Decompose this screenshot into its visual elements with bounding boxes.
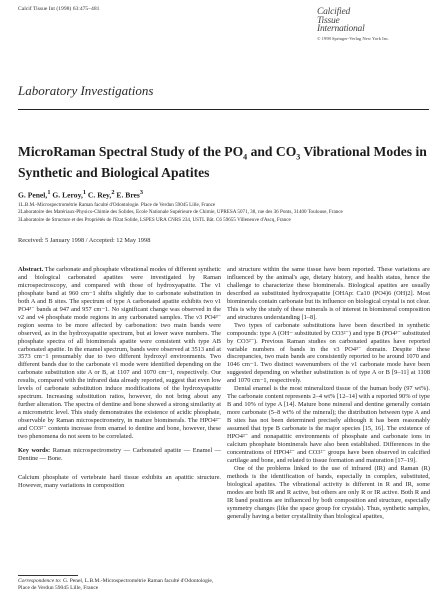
copyright-notice: © 1998 Springer-Verlag New York Inc. — [317, 35, 390, 41]
affiliation-1: 1L.B.M.-Microspectrométrie Raman faculté d'Odontologie. Place de Verdun 59045 Lille, France — [18, 202, 216, 208]
journal-citation: Calcif Tissue Int (1998) 63:475–481 — [18, 6, 100, 12]
keywords — [18, 447, 221, 463]
affiliation-3: 3Laboratoire de Structure et des Propriétés de l'Etat Solide, LSPES URA CNRS 234, USTL Bât. C6 59655 Villeneuve d'Ascq, France — [18, 216, 291, 223]
abstract-body: The carbonate and phosphate vibrational modes of different synthetic and biological carbonated apatites were investigated by Raman microspectroscopy, and compared with those of hydroxyapatite. The ν1 phosphate band at 960 cm−1 shifts slightly due to carbonate substitution in both A and B sites. The spectrum of type A carbonated apatite exhibits two ν1 PO4³⁻ bands at 947 and 957 cm−1. No significant change was observed in the ν2 and ν4 phosphate mode regions in any carbonated samples. The ν3 PO4³⁻ region seems to be more affected by carbonation: two main bands were observed, as in the hydroxyapatite spectrum, but at lower wave numbers. The phosphate spectra of all biominerals apatite were consistent with type AB carbonated apatite. In the enamel spectrum, bands were observed at 3513 and at 3573 cm−1 presumably due to two different hydroxyl environments. Two different bands due to the carbonate ν1 mode were identified depending on the carbonate substitution site A or B, at 1107 and 1070 cm−1, respectively. Our results, compared with the infrared data already reported, suggest that even low levels of carbonate substitution induce modifications of the hydroxyapatite spectrum. Increasing substitution ratios, however, do not bring about any further alteration. The spectra of dentine and bone showed a strong similarity at a micrometric level. This study demonstrates the existence of acidic phosphate, observable by Raman microspectrometry, in mature biominerals. The HPO4²⁻ and CO3²⁻ contents increase from enamel to dentine and bone, however, these two phenomena do not seem to be correlated. — [18, 266, 221, 441]
article-title: MicroRaman Spectral Study of the $PO_4$ and $CO_3$ Vibrational Modes in Synthetic and Biological Apatites — [18, 144, 427, 180]
keywords-list: Raman microspectrometry — Carbonated apatite — Enamel — Dentine — Bone. — [18, 446, 221, 462]
journal-logo — [317, 8, 429, 41]
body-paragraph: Two types of carbonate substitutions have been described in synthetic compounds: type A (OH− substituted by CO3²⁻) and type B (PO4³⁻ substituted by CO3²⁻). Previous Raman studies on carbonated apatites have reported variable numbers of bands in the ν3 PO4³⁻ domain. Despite these discrepancies, two main bands are consistently reported to be around 1070 and 1046 cm−1. Two distinct wavenumbers of the ν1 carbonate mode have been suggested depending on whether substitution is of type A or B [9–11] at 1108 and 1070 cm−1, respectively. — [227, 321, 430, 385]
section-label: Laboratory Investigations — [18, 83, 154, 98]
footnote-heading: Correspondence to: — [18, 578, 62, 584]
left-column — [18, 266, 221, 490]
right-column — [227, 266, 430, 521]
affiliations — [18, 202, 432, 224]
footnote-text: G. Penel, L.B.M.-Microspectrométrie Raman faculté d'Odontologie, Place de Verdun 59045 Lille, France — [18, 578, 214, 591]
author-list: G. Penel,$^1$ G. Leroy,$^1$ C. Rey,$^2$ E. Bres$^3$ — [18, 189, 144, 200]
body-paragraph: Dental enamel is the most mineralized tissue of the human body (97 wt%). The carbonate content represents 2–4 wt% [12–14] with a reported 90% of type B and 10% of type A [14]. Mature bone mineral and dentine generally contain more carbonate (5–8 wt% of the mineral); the distribution between type A and B sites has not been determined precisely although it has been reasonably assumed that type B carbonate is the major species [15, 16]. The existence of HPO4²⁻ and nonapatitic environments of phosphate and carbonate ions in calcium phosphate biominerals have also been established. Differences in the concentrations of HPO4²⁻ and CO3²⁻ groups have been observed in calcified cartilage and bone, and related to tissue formation and maturation [17–19]. — [227, 385, 430, 464]
affiliation-2: 2Laboratoire des Matériaux-Physico-Chimie des Solides, Ecole Nationale Supérieure de Chimie, UPRESA 5071, 38, rue des 36 Ponts, 31400 Toulouse, France — [18, 209, 343, 216]
abstract-heading: Abstract. — [18, 266, 44, 273]
abstract — [18, 266, 221, 441]
received-accepted-dates: Received: 5 January 1998 / Accepted: 12 May 1998 — [18, 237, 151, 244]
journal-name-line2: Tissue — [317, 15, 340, 26]
journal-name-line3: International — [317, 24, 365, 35]
journal-name-line1: Calcified — [317, 7, 351, 17]
footnote-divider — [18, 575, 78, 576]
correspondence-footnote — [18, 578, 221, 592]
keywords-heading: Key words: — [18, 446, 51, 454]
body-paragraph: and structure within the same tissue have been reported. These variations are influenced by the animal's age, dietary history, and health status, hence the challenge to characterize these biominerals. Biological apatites are usually described as substituted hydroxyapatite [OHAp: Ca10 (PO4)6 (OH)2]. Most biominerals contain carbonate but its influence on biological crystal is not clear. This is why the study of these minerals is of interest in biomineral composition and structures understanding [1–8]. — [227, 266, 430, 321]
section-divider — [18, 109, 429, 110]
body-paragraph: One of the problems linked to the use of infrared (IR) and Raman (R) methods is the identification of bands, especially in complex, substituted, biological apatites. The vibrational activity is different in R and IR, some modes are both IR and R active, but others are only R or IR active. Both R and IR band positions are influenced by both composition and structure, especially symmetry changes (like the space group for crystals). Thus, synthetic samples, generally having a better crystallinity than biological apatites, — [227, 464, 430, 520]
intro-paragraph-start: Calcium phosphate of vertebrate hard tissue exhibits an apatitic structure. However, many variations in composition — [18, 473, 221, 489]
